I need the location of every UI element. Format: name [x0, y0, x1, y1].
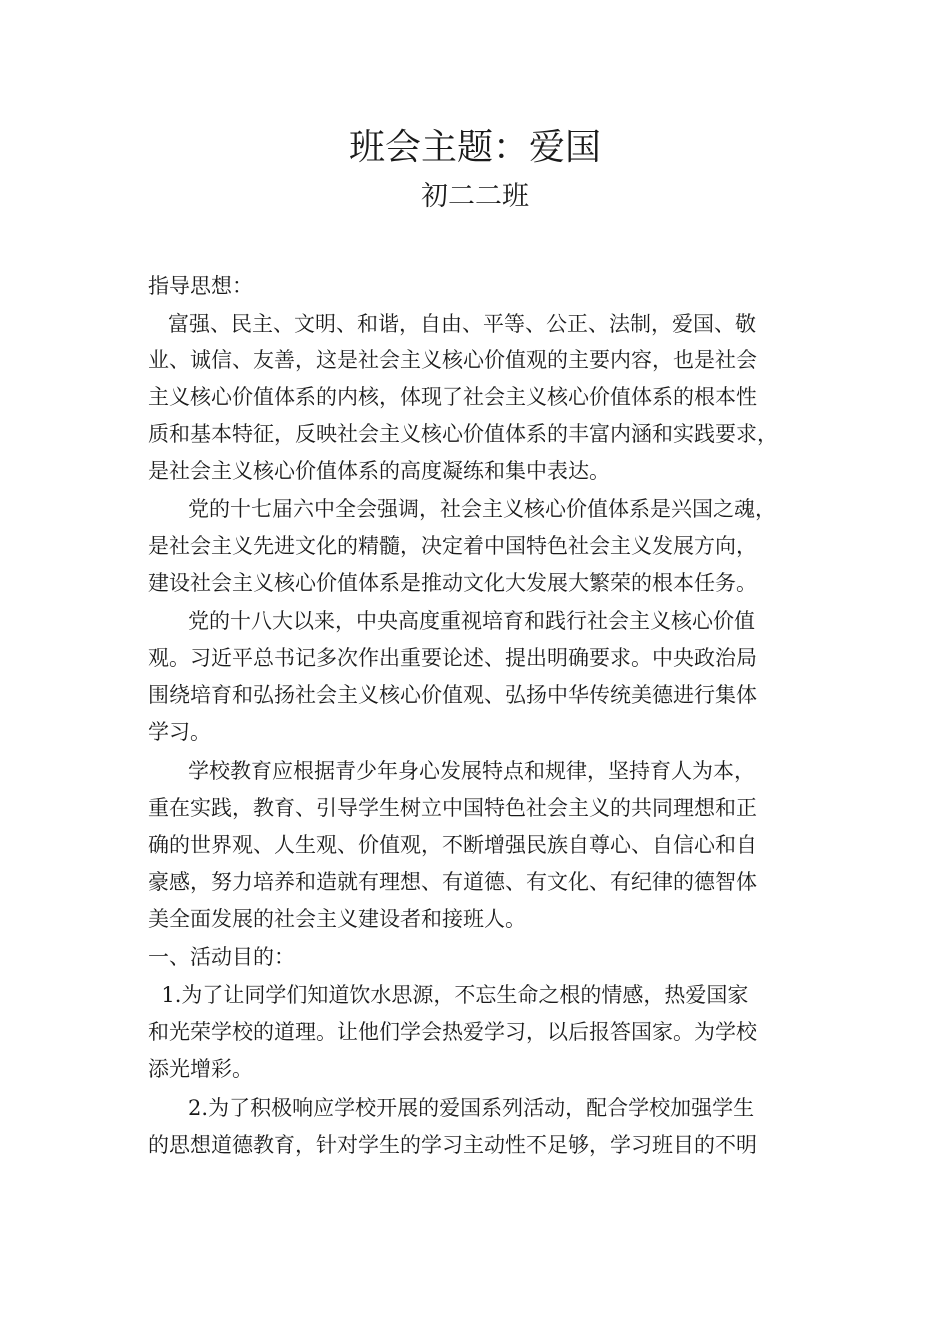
text-line: 一、活动目的：: [148, 945, 295, 969]
text-line: 指导思想：: [148, 274, 253, 298]
text-line: 和光荣学校的道理。让他们学会热爱学习，以后报答国家。为学校: [148, 1020, 757, 1044]
text-line: 学习。: [148, 720, 211, 744]
text-line: 是社会主义核心价值体系的高度凝练和集中表达。: [148, 459, 610, 483]
text-line: 美全面发展的社会主义建设者和接班人。: [148, 907, 526, 931]
text-line: 学校教育应根据青少年身心发展特点和规律，坚持育人为本，: [148, 759, 756, 783]
text-line: 是社会主义先进文化的精髓，决定着中国特色社会主义发展方向，: [148, 534, 757, 558]
text-line: 观。习近平总书记多次作出重要论述、提出明确要求。中央政治局: [148, 646, 757, 670]
text-line: 主义核心价值体系的内核，体现了社会主义核心价值体系的根本性: [148, 385, 757, 409]
text-line: 1.为了让同学们知道饮水思源，不忘生命之根的情感，热爱国家: [148, 983, 749, 1007]
text-line: 的思想道德教育，针对学生的学习主动性不足够，学习班目的不明: [148, 1133, 757, 1157]
text-line: 豪感，努力培养和造就有理想、有道德、有文化、有纪律的德智体: [148, 870, 757, 894]
text-line: 建设社会主义核心价值体系是推动文化大发展大繁荣的根本任务。: [148, 571, 757, 595]
document-subtitle: 初二二班: [421, 181, 529, 212]
text-line: 业、诚信、友善，这是社会主义核心价值观的主要内容，也是社会: [148, 348, 757, 372]
text-line: 党的十七届六中全会强调，社会主义核心价值体系是兴国之魂，: [148, 497, 777, 521]
text-line: 质和基本特征，反映社会主义核心价值体系的丰富内涵和实践要求，: [148, 422, 778, 446]
text-line: 党的十八大以来，中央高度重视培育和践行社会主义核心价值: [148, 609, 756, 633]
text-line: 确的世界观、人生观、价值观，不断增强民族自尊心、自信心和自: [148, 833, 757, 857]
text-line: 2.为了积极响应学校开展的爱国系列活动，配合学校加强学生: [148, 1096, 755, 1120]
text-line: 富强、民主、文明、和谐，自由、平等、公正、法制，爱国、敬: [148, 312, 757, 336]
document-title: 班会主题：爱国: [348, 127, 601, 168]
text-line: 重在实践，教育、引导学生树立中国特色社会主义的共同理想和正: [148, 796, 757, 820]
text-line: 围绕培育和弘扬社会主义核心价值观、弘扬中华传统美德进行集体: [148, 683, 757, 707]
text-line: 添光增彩。: [148, 1057, 253, 1081]
